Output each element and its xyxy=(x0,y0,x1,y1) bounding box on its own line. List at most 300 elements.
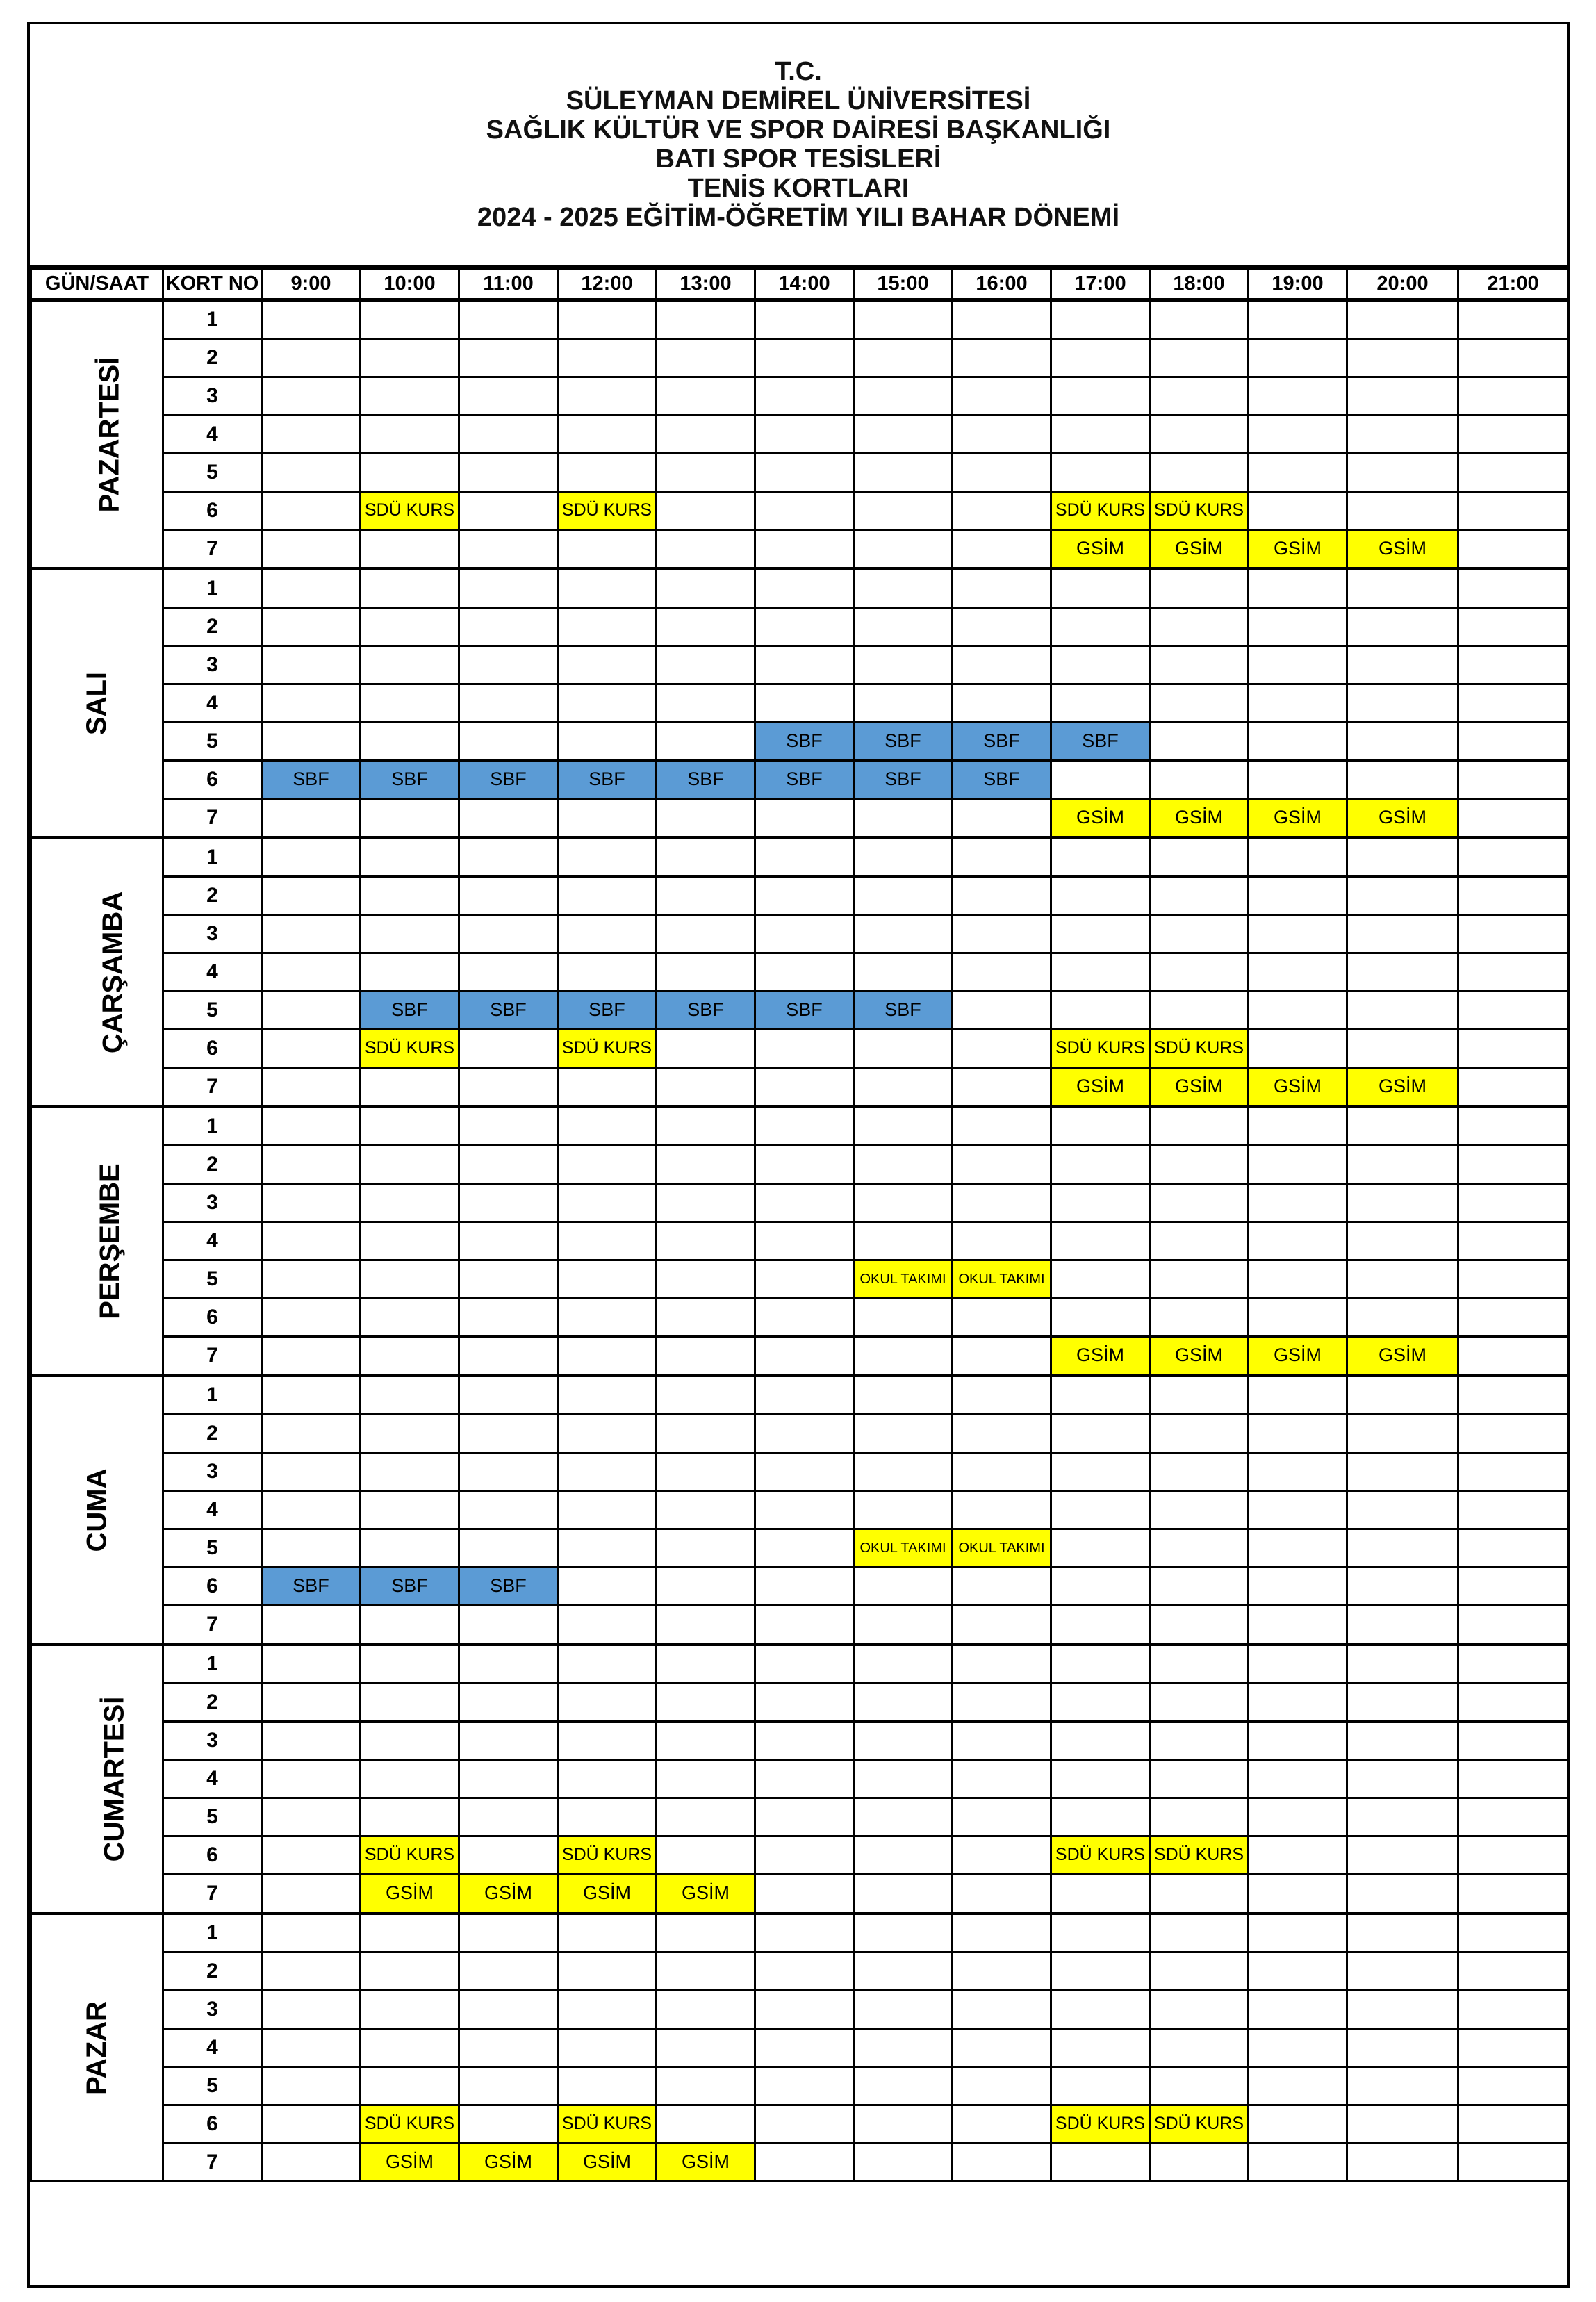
schedule-cell: SDÜ KURS xyxy=(558,492,657,530)
schedule-cell xyxy=(953,1991,1051,2029)
court-number: 4 xyxy=(163,1491,262,1529)
schedule-cell xyxy=(1347,1491,1458,1529)
schedule-cell xyxy=(657,1260,755,1299)
schedule-cell xyxy=(558,2029,657,2067)
court-number: 3 xyxy=(163,1453,262,1491)
schedule-cell xyxy=(953,569,1051,608)
schedule-cell xyxy=(1458,1415,1568,1453)
court-number: 4 xyxy=(163,684,262,723)
schedule-cell xyxy=(1051,608,1150,646)
schedule-cell xyxy=(1150,1798,1249,1836)
hour-header: 13:00 xyxy=(657,269,755,300)
schedule-cell xyxy=(1347,2144,1458,2182)
schedule-cell xyxy=(262,530,361,569)
schedule-cell xyxy=(854,2105,953,2144)
schedule-cell xyxy=(459,377,558,416)
schedule-cell xyxy=(755,1914,854,1952)
schedule-cell: SBF xyxy=(1051,723,1150,761)
hour-header: 11:00 xyxy=(459,269,558,300)
schedule-cell xyxy=(558,416,657,454)
court-number: 2 xyxy=(163,1684,262,1722)
court-row xyxy=(31,761,1568,799)
schedule-cell xyxy=(1249,1107,1347,1146)
schedule-cell: GSİM xyxy=(1051,1068,1150,1107)
schedule-cell: SDÜ KURS xyxy=(1150,492,1249,530)
hour-header: 18:00 xyxy=(1150,269,1249,300)
schedule-cell xyxy=(953,838,1051,877)
schedule-cell xyxy=(361,1068,459,1107)
schedule-cell xyxy=(1249,1453,1347,1491)
court-row xyxy=(31,1836,1568,1875)
schedule-cell xyxy=(755,1222,854,1260)
schedule-table xyxy=(30,268,1569,2182)
schedule-cell xyxy=(657,1952,755,1991)
schedule-cell: GSİM xyxy=(459,2144,558,2182)
schedule-cell xyxy=(657,416,755,454)
schedule-cell xyxy=(558,877,657,915)
schedule-cell xyxy=(1249,1376,1347,1415)
court-row xyxy=(31,377,1568,416)
court-number: 4 xyxy=(163,953,262,992)
schedule-cell xyxy=(1150,1415,1249,1453)
schedule-cell: SBF xyxy=(459,992,558,1030)
schedule-cell xyxy=(262,1914,361,1952)
schedule-cell xyxy=(1458,838,1568,877)
schedule-cell xyxy=(755,492,854,530)
day-name: SALI xyxy=(81,671,112,735)
schedule-cell xyxy=(558,1529,657,1568)
schedule-cell xyxy=(953,992,1051,1030)
schedule-cell xyxy=(361,569,459,608)
court-number: 6 xyxy=(163,1568,262,1606)
schedule-cell xyxy=(1249,877,1347,915)
schedule-cell xyxy=(262,799,361,838)
schedule-cell xyxy=(1249,416,1347,454)
schedule-cell xyxy=(953,1299,1051,1337)
schedule-cell xyxy=(1458,1529,1568,1568)
court-row xyxy=(31,1491,1568,1529)
schedule-cell xyxy=(1347,1030,1458,1068)
schedule-cell xyxy=(1458,684,1568,723)
schedule-cell xyxy=(361,1914,459,1952)
schedule-cell xyxy=(459,799,558,838)
schedule-cell xyxy=(459,1146,558,1184)
court-row xyxy=(31,416,1568,454)
schedule-cell xyxy=(1051,1222,1150,1260)
schedule-cell xyxy=(361,1684,459,1722)
schedule-cell xyxy=(459,1337,558,1376)
schedule-cell xyxy=(854,339,953,377)
schedule-cell xyxy=(459,1722,558,1760)
schedule-cell xyxy=(1347,1836,1458,1875)
schedule-cell xyxy=(854,1146,953,1184)
schedule-cell xyxy=(1051,1606,1150,1645)
schedule-cell xyxy=(1458,1568,1568,1606)
court-row xyxy=(31,799,1568,838)
schedule-cell xyxy=(1347,1529,1458,1568)
schedule-cell: SDÜ KURS xyxy=(361,1836,459,1875)
schedule-cell xyxy=(755,1453,854,1491)
court-number: 1 xyxy=(163,1376,262,1415)
court-row xyxy=(31,877,1568,915)
hour-header: 17:00 xyxy=(1051,269,1150,300)
schedule-cell: SBF xyxy=(854,761,953,799)
schedule-cell xyxy=(1347,1875,1458,1914)
schedule-cell xyxy=(1347,1415,1458,1453)
schedule-cell xyxy=(854,1722,953,1760)
schedule-cell xyxy=(1051,1991,1150,2029)
day-label xyxy=(31,838,163,1107)
schedule-cell xyxy=(1150,377,1249,416)
schedule-cell xyxy=(755,877,854,915)
court-number: 4 xyxy=(163,2029,262,2067)
schedule-cell xyxy=(1150,1222,1249,1260)
schedule-cell xyxy=(459,1914,558,1952)
court-row xyxy=(31,530,1568,569)
schedule-cell xyxy=(1051,1952,1150,1991)
schedule-cell xyxy=(755,569,854,608)
schedule-cell xyxy=(755,1376,854,1415)
schedule-cell xyxy=(953,1836,1051,1875)
schedule-cell xyxy=(1150,454,1249,492)
schedule-cell xyxy=(262,1299,361,1337)
schedule-cell xyxy=(657,1760,755,1798)
schedule-cell xyxy=(558,569,657,608)
schedule-cell xyxy=(262,953,361,992)
schedule-cell xyxy=(558,1491,657,1529)
schedule-cell xyxy=(1051,761,1150,799)
schedule-cell xyxy=(657,1684,755,1722)
schedule-cell xyxy=(657,608,755,646)
schedule-cell xyxy=(361,915,459,953)
schedule-cell xyxy=(361,1529,459,1568)
schedule-cell xyxy=(755,1030,854,1068)
schedule-cell xyxy=(1347,723,1458,761)
schedule-cell: GSİM xyxy=(1347,799,1458,838)
schedule-cell xyxy=(459,1684,558,1722)
schedule-cell xyxy=(657,1991,755,2029)
schedule-cell: GSİM xyxy=(459,1875,558,1914)
schedule-cell xyxy=(755,2144,854,2182)
schedule-cell xyxy=(953,1645,1051,1684)
schedule-cell xyxy=(657,953,755,992)
schedule-cell xyxy=(1051,953,1150,992)
schedule-cell xyxy=(953,915,1051,953)
court-number: 3 xyxy=(163,1722,262,1760)
schedule-cell xyxy=(1051,569,1150,608)
schedule-cell xyxy=(262,838,361,877)
court-number: 2 xyxy=(163,877,262,915)
schedule-cell xyxy=(1249,1914,1347,1952)
schedule-cell xyxy=(1051,1914,1150,1952)
schedule-cell xyxy=(854,2029,953,2067)
schedule-cell xyxy=(953,2144,1051,2182)
schedule-cell xyxy=(657,339,755,377)
schedule-cell xyxy=(953,1491,1051,1529)
court-row xyxy=(31,838,1568,877)
schedule-cell xyxy=(953,1453,1051,1491)
schedule-cell xyxy=(657,1222,755,1260)
schedule-cell xyxy=(459,953,558,992)
schedule-cell xyxy=(854,915,953,953)
schedule-cell xyxy=(459,300,558,339)
schedule-cell: SBF xyxy=(558,761,657,799)
schedule-cell xyxy=(1051,1722,1150,1760)
schedule-cell xyxy=(459,1453,558,1491)
schedule-cell xyxy=(755,1760,854,1798)
schedule-cell xyxy=(1249,1722,1347,1760)
schedule-cell: SBF xyxy=(755,992,854,1030)
schedule-cell: SDÜ KURS xyxy=(1051,1836,1150,1875)
schedule-cell xyxy=(1249,1684,1347,1722)
schedule-cell xyxy=(361,1299,459,1337)
schedule-cell xyxy=(953,2029,1051,2067)
schedule-cell xyxy=(854,1606,953,1645)
schedule-cell xyxy=(1249,608,1347,646)
schedule-cell xyxy=(459,454,558,492)
schedule-cell xyxy=(1458,2144,1568,2182)
schedule-cell xyxy=(755,339,854,377)
schedule-cell xyxy=(1150,877,1249,915)
court-number: 6 xyxy=(163,2105,262,2144)
schedule-cell xyxy=(361,1376,459,1415)
schedule-cell xyxy=(1249,1299,1347,1337)
court-row xyxy=(31,1529,1568,1568)
schedule-cell: SDÜ KURS xyxy=(1150,1836,1249,1875)
schedule-cell: GSİM xyxy=(1051,799,1150,838)
schedule-cell: OKUL TAKIMI xyxy=(854,1260,953,1299)
schedule-cell xyxy=(953,1337,1051,1376)
schedule-cell xyxy=(854,1836,953,1875)
schedule-cell xyxy=(1051,1415,1150,1453)
schedule-cell xyxy=(1051,2067,1150,2105)
schedule-cell xyxy=(459,1030,558,1068)
court-row xyxy=(31,953,1568,992)
schedule-cell xyxy=(1051,1568,1150,1606)
schedule-cell xyxy=(1458,1991,1568,2029)
schedule-cell xyxy=(262,877,361,915)
document-header xyxy=(30,24,1567,268)
court-number: 2 xyxy=(163,1146,262,1184)
schedule-cell: SDÜ KURS xyxy=(558,1836,657,1875)
schedule-cell xyxy=(1249,454,1347,492)
schedule-cell xyxy=(1347,992,1458,1030)
schedule-cell xyxy=(854,1568,953,1606)
schedule-cell xyxy=(657,1568,755,1606)
schedule-cell xyxy=(1249,1568,1347,1606)
schedule-cell xyxy=(262,1684,361,1722)
schedule-cell xyxy=(1458,761,1568,799)
schedule-cell: SBF xyxy=(854,723,953,761)
schedule-cell xyxy=(262,377,361,416)
schedule-cell xyxy=(755,530,854,569)
schedule-cell xyxy=(459,2067,558,2105)
schedule-cell xyxy=(459,723,558,761)
schedule-cell: GSİM xyxy=(1347,530,1458,569)
schedule-cell xyxy=(1150,339,1249,377)
schedule-cell xyxy=(1347,1684,1458,1722)
schedule-cell xyxy=(1051,1376,1150,1415)
schedule-cell xyxy=(1249,1222,1347,1260)
schedule-cell xyxy=(1249,2029,1347,2067)
schedule-cell xyxy=(558,300,657,339)
schedule-cell xyxy=(459,1836,558,1875)
schedule-cell xyxy=(755,1722,854,1760)
schedule-cell xyxy=(755,953,854,992)
schedule-cell xyxy=(558,915,657,953)
schedule-cell xyxy=(755,1798,854,1836)
schedule-cell xyxy=(1150,1299,1249,1337)
hour-header: 12:00 xyxy=(558,269,657,300)
court-number: 2 xyxy=(163,1952,262,1991)
court-row xyxy=(31,1222,1568,1260)
schedule-cell xyxy=(1051,877,1150,915)
schedule-cell xyxy=(657,1529,755,1568)
schedule-cell xyxy=(1051,838,1150,877)
schedule-cell xyxy=(558,1260,657,1299)
court-number: 7 xyxy=(163,799,262,838)
court-row xyxy=(31,992,1568,1030)
schedule-cell: SBF xyxy=(953,761,1051,799)
schedule-cell xyxy=(854,2067,953,2105)
schedule-cell xyxy=(558,339,657,377)
schedule-cell: SBF xyxy=(854,992,953,1030)
schedule-cell xyxy=(953,377,1051,416)
schedule-cell xyxy=(361,1606,459,1645)
schedule-cell xyxy=(953,1684,1051,1722)
court-number: 7 xyxy=(163,1606,262,1645)
schedule-cell xyxy=(1051,1875,1150,1914)
schedule-cell xyxy=(1249,300,1347,339)
schedule-cell xyxy=(459,1798,558,1836)
schedule-cell xyxy=(262,1991,361,2029)
schedule-cell xyxy=(1347,838,1458,877)
day-time-header: GÜN/SAAT xyxy=(31,269,163,300)
court-row xyxy=(31,1453,1568,1491)
schedule-cell xyxy=(854,1030,953,1068)
schedule-cell xyxy=(1458,454,1568,492)
schedule-cell xyxy=(262,1645,361,1684)
court-number: 1 xyxy=(163,569,262,608)
schedule-cell xyxy=(1249,761,1347,799)
schedule-cell xyxy=(262,1260,361,1299)
schedule-cell xyxy=(755,416,854,454)
schedule-cell xyxy=(755,377,854,416)
court-number: 1 xyxy=(163,1107,262,1146)
schedule-cell: SBF xyxy=(459,1568,558,1606)
schedule-cell xyxy=(1150,2029,1249,2067)
schedule-cell xyxy=(1051,300,1150,339)
schedule-cell xyxy=(1458,377,1568,416)
schedule-cell xyxy=(262,1146,361,1184)
schedule-cell xyxy=(953,1222,1051,1260)
day-label xyxy=(31,1107,163,1376)
court-row xyxy=(31,1875,1568,1914)
schedule-cell xyxy=(361,1146,459,1184)
day-label xyxy=(31,300,163,569)
schedule-cell xyxy=(262,454,361,492)
schedule-cell xyxy=(657,646,755,684)
schedule-cell xyxy=(854,492,953,530)
schedule-cell: SDÜ KURS xyxy=(1051,2105,1150,2144)
schedule-cell xyxy=(1458,1645,1568,1684)
schedule-cell xyxy=(1458,569,1568,608)
schedule-cell xyxy=(854,1068,953,1107)
schedule-cell xyxy=(1249,1030,1347,1068)
schedule-cell: OKUL TAKIMI xyxy=(953,1529,1051,1568)
schedule-cell xyxy=(1150,300,1249,339)
schedule-cell xyxy=(1150,761,1249,799)
schedule-cell xyxy=(657,1337,755,1376)
header-line-courts: TENİS KORTLARI xyxy=(687,174,910,203)
schedule-cell xyxy=(1458,953,1568,992)
schedule-cell xyxy=(1458,1260,1568,1299)
schedule-cell xyxy=(1249,915,1347,953)
schedule-cell xyxy=(1458,1068,1568,1107)
day-label xyxy=(31,1376,163,1645)
schedule-cell xyxy=(953,492,1051,530)
court-number: 5 xyxy=(163,2067,262,2105)
schedule-cell xyxy=(558,953,657,992)
schedule-cell xyxy=(262,992,361,1030)
schedule-cell xyxy=(262,684,361,723)
schedule-cell xyxy=(755,1068,854,1107)
schedule-cell xyxy=(755,1606,854,1645)
schedule-cell xyxy=(1347,877,1458,915)
schedule-cell xyxy=(361,1453,459,1491)
schedule-cell xyxy=(854,1914,953,1952)
court-number: 4 xyxy=(163,1760,262,1798)
schedule-cell xyxy=(1347,1146,1458,1184)
court-row xyxy=(31,2144,1568,2182)
schedule-cell: GSİM xyxy=(361,2144,459,2182)
court-number: 1 xyxy=(163,300,262,339)
schedule-cell xyxy=(1347,2029,1458,2067)
schedule-cell xyxy=(1150,2144,1249,2182)
schedule-cell xyxy=(459,1991,558,2029)
schedule-cell xyxy=(755,608,854,646)
court-row xyxy=(31,1760,1568,1798)
schedule-cell xyxy=(558,1798,657,1836)
schedule-cell xyxy=(1249,492,1347,530)
schedule-cell xyxy=(1458,2105,1568,2144)
schedule-cell xyxy=(1347,761,1458,799)
schedule-cell: OKUL TAKIMI xyxy=(854,1529,953,1568)
schedule-cell xyxy=(361,1991,459,2029)
schedule-cell xyxy=(657,377,755,416)
schedule-cell xyxy=(459,1645,558,1684)
schedule-cell xyxy=(1249,1260,1347,1299)
schedule-cell xyxy=(558,1991,657,2029)
schedule-cell xyxy=(755,799,854,838)
schedule-cell xyxy=(262,1760,361,1798)
schedule-cell xyxy=(657,1722,755,1760)
court-number: 2 xyxy=(163,608,262,646)
schedule-cell xyxy=(558,2067,657,2105)
schedule-cell xyxy=(755,1491,854,1529)
header-line-facility: BATI SPOR TESİSLERİ xyxy=(655,145,941,174)
schedule-cell: SDÜ KURS xyxy=(361,2105,459,2144)
schedule-cell xyxy=(657,799,755,838)
court-number: 3 xyxy=(163,646,262,684)
schedule-cell xyxy=(361,377,459,416)
schedule-cell xyxy=(1347,684,1458,723)
schedule-cell xyxy=(657,1606,755,1645)
court-row xyxy=(31,1952,1568,1991)
schedule-cell xyxy=(1150,1491,1249,1529)
court-no-header: KORT NO xyxy=(163,269,262,300)
schedule-cell xyxy=(854,1684,953,1722)
